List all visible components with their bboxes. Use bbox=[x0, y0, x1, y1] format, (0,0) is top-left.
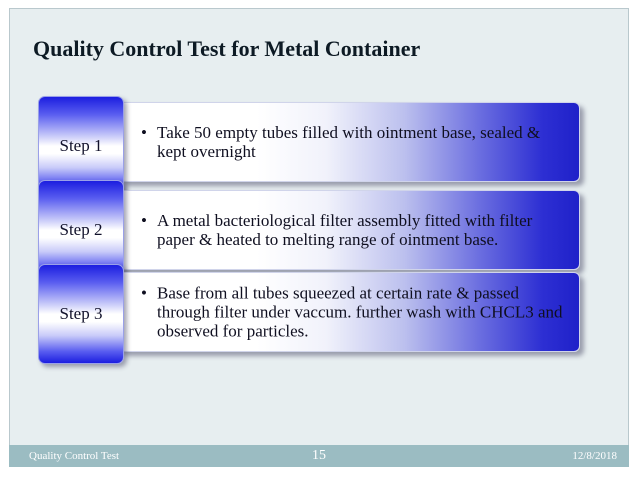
slide-title: Quality Control Test for Metal Container bbox=[33, 36, 421, 61]
footer-date: 12/8/2018 bbox=[572, 450, 617, 462]
step-3-description: Base from all tubes squeezed at certain rate & passed through filter under vaccum. further wash with CHCL3 and observed for particles. bbox=[157, 283, 563, 341]
step-1-description: Take 50 empty tubes filled with ointment base, sealed & kept overnight bbox=[157, 123, 541, 161]
page-number: 15 bbox=[312, 448, 326, 463]
step-3-badge bbox=[38, 264, 124, 364]
bullet-icon: • bbox=[141, 123, 147, 142]
step-1-bullet-text bbox=[141, 123, 567, 161]
bullet-icon: • bbox=[141, 283, 147, 303]
step-2-content-bar bbox=[118, 190, 580, 270]
step-2-label: Step 2 bbox=[59, 220, 103, 239]
slide-footer bbox=[9, 445, 629, 467]
step-3-bullet-text bbox=[141, 284, 567, 341]
step-3-content-bar bbox=[118, 272, 580, 352]
bullet-icon: • bbox=[141, 211, 147, 230]
step-1-label: Step 1 bbox=[59, 136, 103, 155]
footer-title: Quality Control Test bbox=[29, 450, 120, 462]
step-2-bullet-text bbox=[141, 211, 567, 249]
step-row-3 bbox=[0, 264, 638, 364]
step-2-description: A metal bacteriological filter assembly fitted with filter paper & heated to melting range of ointment base. bbox=[157, 211, 533, 249]
step-1-content-bar bbox=[118, 102, 580, 182]
step-3-label: Step 3 bbox=[59, 304, 103, 323]
